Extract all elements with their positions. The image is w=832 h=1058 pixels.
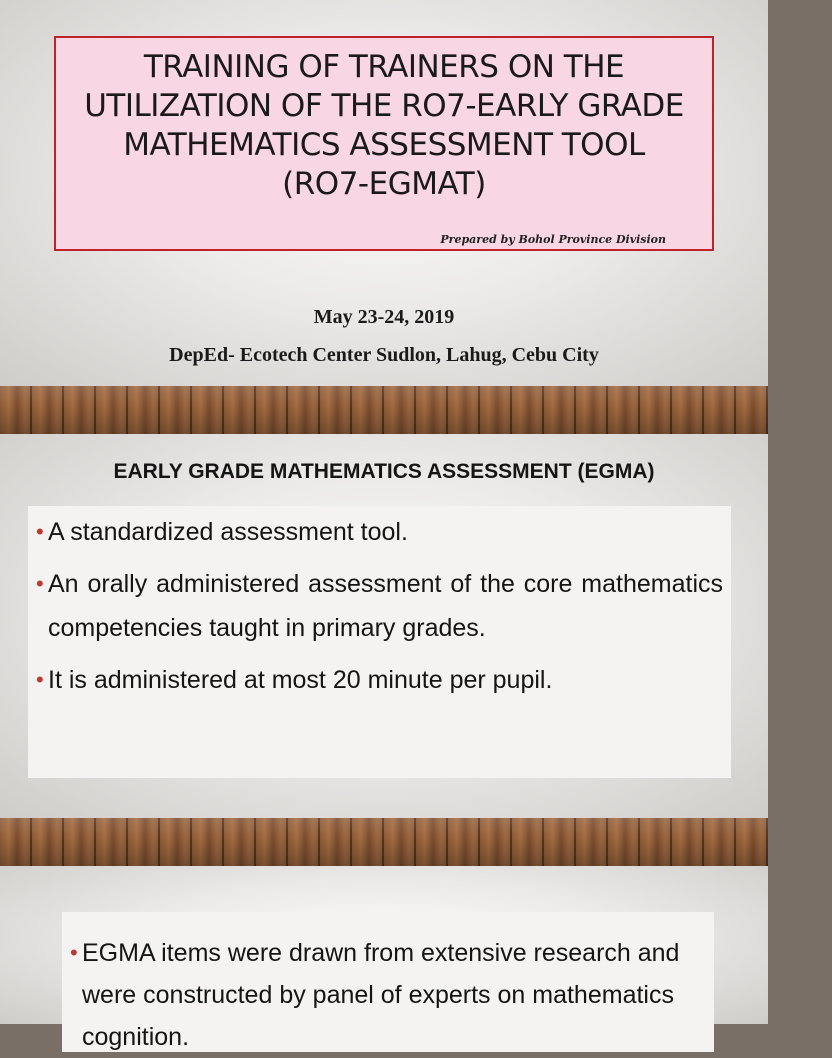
bullet-text: It is administered at most 20 minute per pupil. <box>48 666 553 694</box>
bullet-item <box>36 562 723 650</box>
event-date: May 23-24, 2019 <box>313 306 455 328</box>
bullet-item <box>70 932 706 1058</box>
bullet-dot-icon: • <box>70 940 78 965</box>
bullet-text: A standardized assessment tool. <box>48 518 408 546</box>
slide-egma-items <box>0 866 768 1051</box>
slide-title-text: TRAINING OF TRAINERS ON THE UTILIZATION OF THE RO7-EARLY GRADE MATHEMATICS ASSESSMENT TOOL (RO7-EGMAT) <box>84 49 684 202</box>
bullet-dot-icon: • <box>36 571 44 596</box>
event-venue <box>0 344 832 367</box>
bullet-item <box>36 658 723 702</box>
prepared-by-text: Prepared by Bohol Province Division <box>440 233 666 246</box>
event-venue-text: DepEd- Ecotech Center Sudlon, Lahug, Cebu City <box>169 344 599 366</box>
wood-floor-divider <box>0 818 768 866</box>
slide-heading: EARLY GRADE MATHEMATICS ASSESSMENT (EGMA) <box>113 460 655 483</box>
title-box <box>54 36 714 251</box>
bullet-item <box>36 510 723 554</box>
slide-egma <box>0 434 768 818</box>
bullet-dot-icon: • <box>36 519 44 544</box>
bullet-text: An orally administered assessment of the core mathematics competencies taught in primary grades. <box>48 570 723 642</box>
bullet-card <box>28 506 731 778</box>
bullet-card <box>62 912 714 1052</box>
slide-title <box>0 0 768 386</box>
wood-floor-divider <box>0 386 768 434</box>
bullet-text: EGMA items were drawn from extensive research and were constructed by panel of experts on mathematics cognition. <box>82 939 680 1051</box>
bullet-dot-icon: • <box>36 667 44 692</box>
